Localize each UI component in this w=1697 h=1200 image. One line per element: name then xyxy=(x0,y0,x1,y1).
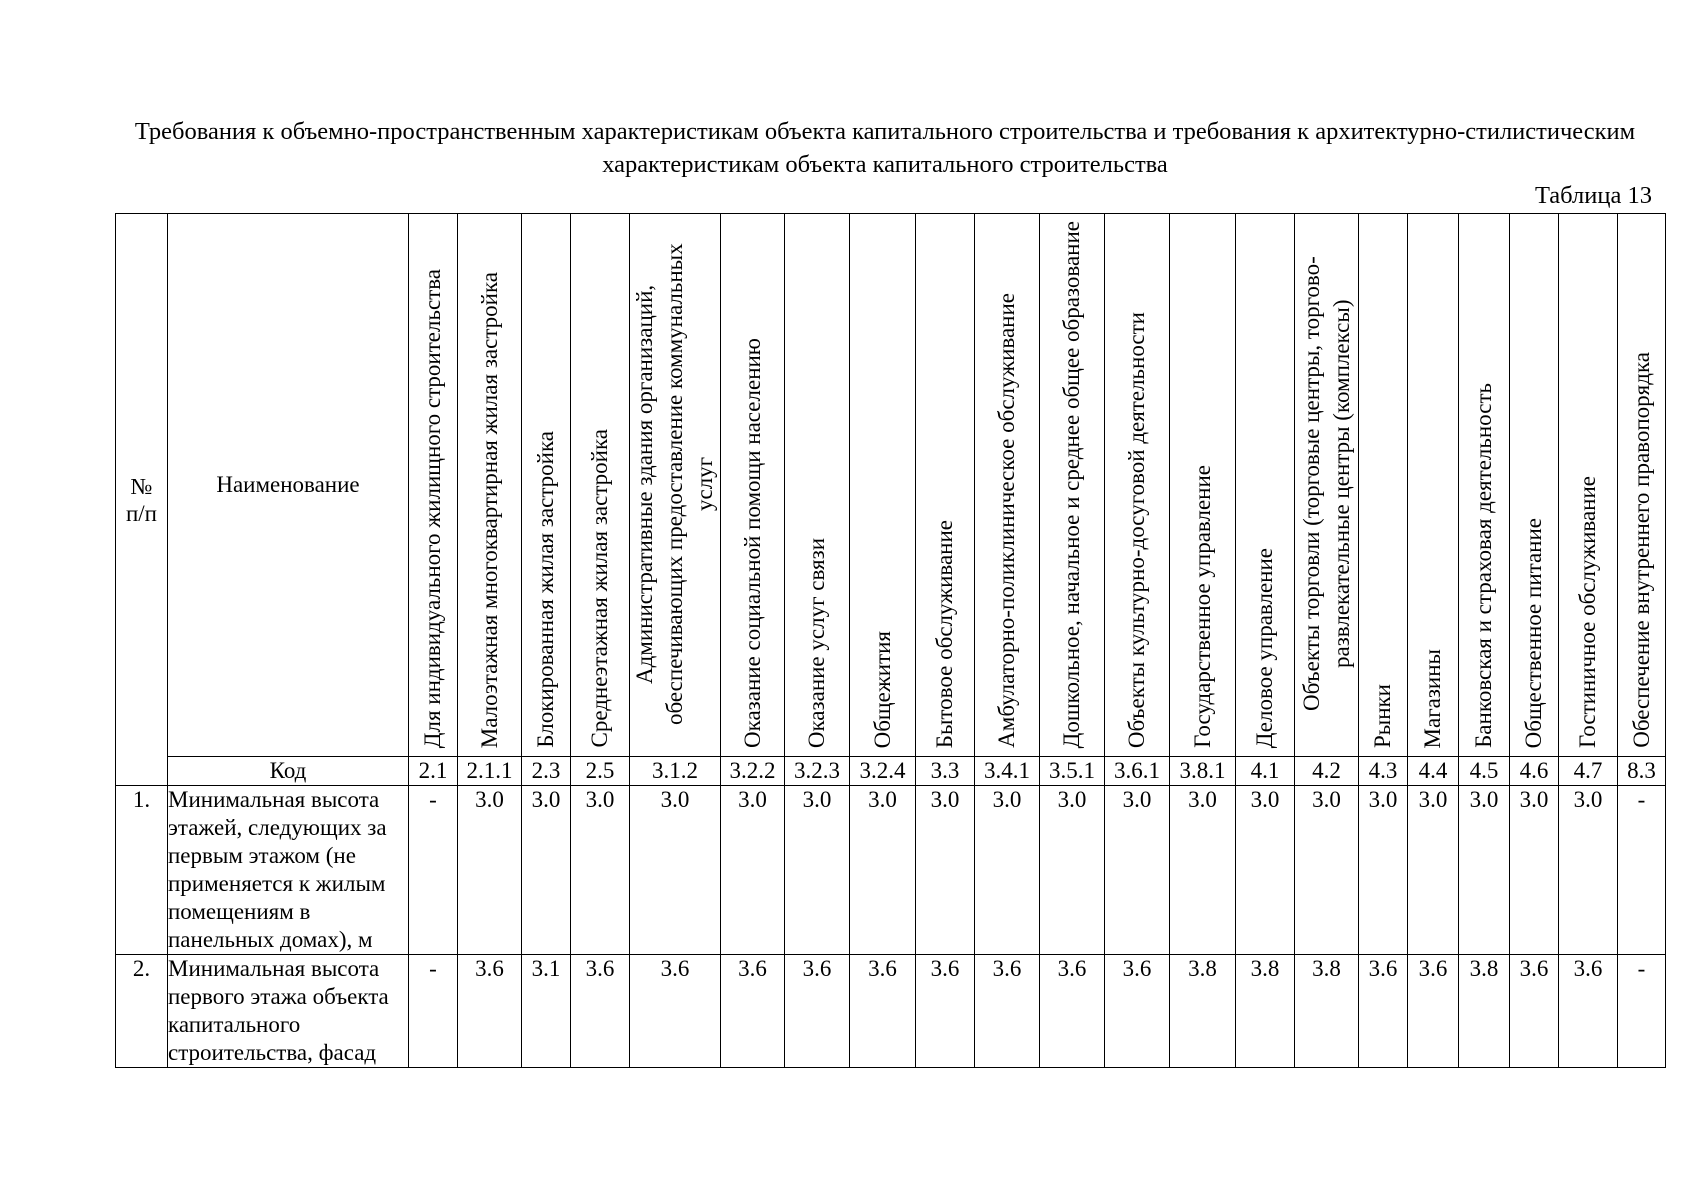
column-code: 2.5 xyxy=(571,757,630,786)
row-value: 3.6 xyxy=(721,955,785,1068)
row-value: 3.6 xyxy=(1559,955,1618,1068)
row-value: 3.0 xyxy=(571,786,630,955)
column-code: 3.1.2 xyxy=(630,757,721,786)
column-header-label: Для индивидуального жилищного строительства xyxy=(420,268,445,748)
row-value: 3.8 xyxy=(1459,955,1510,1068)
column-header-label: Рынки xyxy=(1370,683,1395,748)
column-code: 3.5.1 xyxy=(1040,757,1105,786)
column-header-label: Обеспечение внутреннего правопорядка xyxy=(1628,352,1654,748)
row-value: 3.6 xyxy=(1510,955,1559,1068)
column-code: 3.8.1 xyxy=(1170,757,1236,786)
column-code: 4.5 xyxy=(1459,757,1510,786)
table-row xyxy=(116,955,1666,1068)
row-value: - xyxy=(1618,786,1666,955)
code-row xyxy=(116,757,1666,786)
row-value: - xyxy=(409,955,458,1068)
row-value: 3.6 xyxy=(458,955,522,1068)
row-value: 3.0 xyxy=(1105,786,1170,955)
row-value: 3.0 xyxy=(1408,786,1459,955)
table-number: Таблица 13 xyxy=(1534,182,1652,209)
column-code: 2.1 xyxy=(409,757,458,786)
row-value: 3.8 xyxy=(1170,955,1236,1068)
row-number: 1. xyxy=(116,786,168,955)
column-header xyxy=(1170,214,1236,757)
column-header xyxy=(1295,214,1359,757)
row-value: 3.0 xyxy=(1170,786,1236,955)
column-header-label: Общежития xyxy=(869,630,895,748)
row-value: 3.0 xyxy=(1040,786,1105,955)
row-number: 2. xyxy=(116,955,168,1068)
column-header xyxy=(721,214,785,757)
column-header-label: Магазины xyxy=(1420,648,1445,748)
requirements-table xyxy=(115,213,1666,1068)
row-value: 3.0 xyxy=(916,786,975,955)
column-header-label: Оказание услуг связи xyxy=(804,537,829,748)
row-value: 3.6 xyxy=(1359,955,1408,1068)
column-header xyxy=(1105,214,1170,757)
name-column-header: Наименование xyxy=(168,214,409,757)
column-header xyxy=(458,214,522,757)
column-code: 3.2.4 xyxy=(850,757,916,786)
header-row xyxy=(116,214,1666,757)
column-header-label: Объекты торговли (торговые центры, торгово-развлекательные центры (комплексы) xyxy=(1298,256,1354,712)
number-column-header: № п/п xyxy=(116,214,168,786)
row-value: 3.8 xyxy=(1295,955,1359,1068)
column-code: 8.3 xyxy=(1618,757,1666,786)
column-header-label: Амбулаторно-поликлиническое обслуживание xyxy=(994,293,1019,748)
column-code: 4.4 xyxy=(1408,757,1459,786)
table-row xyxy=(116,786,1666,955)
column-header-label: Малоэтажная многоквартирная жилая застройка xyxy=(476,271,502,748)
column-header-label: Среднеэтажная жилая застройка xyxy=(587,429,612,748)
column-header-label: Бытовое обслуживание xyxy=(932,519,957,748)
row-value: 3.0 xyxy=(721,786,785,955)
row-value: 3.0 xyxy=(630,786,721,955)
column-header-label: Государственное управление xyxy=(1189,465,1215,748)
row-value: 3.0 xyxy=(1459,786,1510,955)
row-value: 3.6 xyxy=(1040,955,1105,1068)
row-value: 3.6 xyxy=(630,955,721,1068)
column-header xyxy=(522,214,571,757)
column-code: 4.6 xyxy=(1510,757,1559,786)
column-header-label: Оказание социальной помощи населению xyxy=(739,338,765,748)
row-value: - xyxy=(409,786,458,955)
row-value: 3.6 xyxy=(975,955,1040,1068)
column-header xyxy=(975,214,1040,757)
column-header-label: Гостиничное обслуживание xyxy=(1575,475,1600,748)
column-header xyxy=(916,214,975,757)
row-value: 3.1 xyxy=(522,955,571,1068)
row-value: 3.6 xyxy=(1105,955,1170,1068)
row-value: 3.0 xyxy=(1236,786,1295,955)
row-value: 3.6 xyxy=(571,955,630,1068)
column-header xyxy=(571,214,630,757)
row-value: - xyxy=(1618,955,1666,1068)
row-value: 3.0 xyxy=(850,786,916,955)
row-value: 3.6 xyxy=(785,955,850,1068)
column-header-label: Объекты культурно-досуговой деятельности xyxy=(1124,311,1149,748)
column-header xyxy=(409,214,458,757)
row-value: 3.0 xyxy=(975,786,1040,955)
document-title: Требования к объемно-пространственным характеристикам объекта капитального строительства и требования к архитектурно-стилистическим характеристикам объекта капитального строительства xyxy=(134,118,1636,178)
row-name: Минимальная высота первого этажа объекта капитального строительства, фасад xyxy=(168,955,409,1068)
column-header xyxy=(785,214,850,757)
column-header xyxy=(1510,214,1559,757)
column-header xyxy=(1408,214,1459,757)
row-value: 3.0 xyxy=(1559,786,1618,955)
column-code: 4.1 xyxy=(1236,757,1295,786)
row-name: Минимальная высота этажей, следующих за первым этажом (не применяется к жилым помещениям в панельных домах), м xyxy=(168,786,409,955)
row-value: 3.0 xyxy=(1295,786,1359,955)
column-code: 4.7 xyxy=(1559,757,1618,786)
column-header xyxy=(1459,214,1510,757)
row-value: 3.6 xyxy=(1408,955,1459,1068)
column-code: 3.6.1 xyxy=(1105,757,1170,786)
column-header-label: Дошкольное, начальное и среднее общее образование xyxy=(1059,220,1084,748)
column-header xyxy=(1618,214,1666,757)
row-value: 3.0 xyxy=(522,786,571,955)
row-value: 3.0 xyxy=(458,786,522,955)
code-label: Код xyxy=(168,757,409,786)
column-code: 3.2.3 xyxy=(785,757,850,786)
column-code: 3.3 xyxy=(916,757,975,786)
row-value: 3.0 xyxy=(785,786,850,955)
row-value: 3.6 xyxy=(850,955,916,1068)
column-header-label: Блокированная жилая застройка xyxy=(533,431,558,748)
row-value: 3.8 xyxy=(1236,955,1295,1068)
column-header xyxy=(850,214,916,757)
column-header-label: Административные здания организаций, обеспечивающих предоставление коммунальных услуг xyxy=(632,243,717,725)
column-header xyxy=(630,214,721,757)
row-value: 3.0 xyxy=(1359,786,1408,955)
column-header xyxy=(1359,214,1408,757)
column-code: 4.3 xyxy=(1359,757,1408,786)
column-code: 4.2 xyxy=(1295,757,1359,786)
column-header-label: Общественное питание xyxy=(1521,517,1546,748)
column-code: 3.2.2 xyxy=(721,757,785,786)
column-code: 2.3 xyxy=(522,757,571,786)
column-header-label: Банковская и страховая деятельность xyxy=(1471,383,1496,748)
row-value: 3.6 xyxy=(916,955,975,1068)
column-header xyxy=(1559,214,1618,757)
row-value: 3.0 xyxy=(1510,786,1559,955)
column-code: 3.4.1 xyxy=(975,757,1040,786)
column-header xyxy=(1236,214,1295,757)
column-header-label: Деловое управление xyxy=(1252,547,1277,748)
column-code: 2.1.1 xyxy=(458,757,522,786)
column-header xyxy=(1040,214,1105,757)
